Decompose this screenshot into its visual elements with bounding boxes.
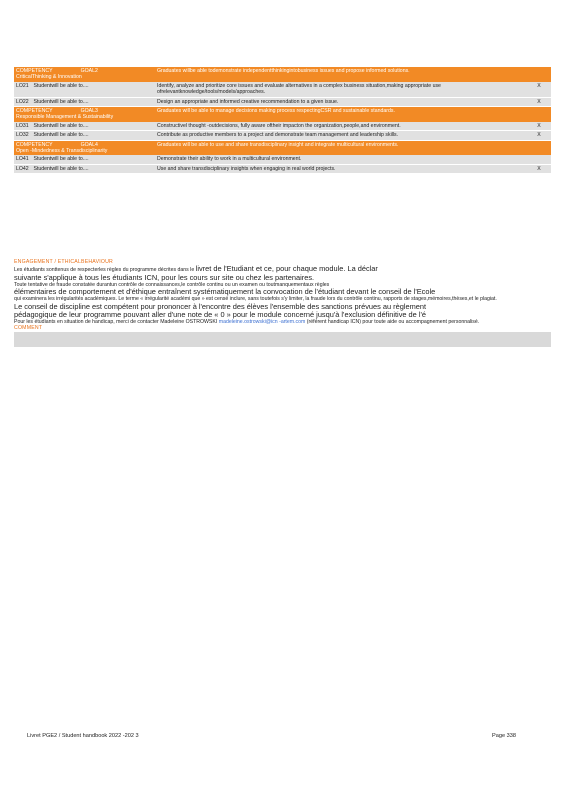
lo-code: LO42	[16, 165, 29, 172]
lo-code: LO31	[16, 122, 29, 129]
competency-label	[14, 107, 155, 122]
engagement-paragraph-2: Toute tentative de fraude constatée durantun contrôle de connaissances,le contrôle continu ou un examen ou toutmanquementaux règles	[14, 282, 330, 289]
learning-outcome-row	[14, 98, 551, 107]
lo-code: LO32	[16, 132, 29, 139]
lo-text: Contribute as productive members to a project and demonstrate team management and leadership skills.	[157, 132, 399, 139]
lo-text: Identify, analyze and prioritize core issues and evaluate alternatives in a complex business situation,making appropriate use ofrelevantknowledge/tools/models/approaches.	[157, 82, 441, 96]
lo-code: LO22	[16, 98, 29, 105]
competency-goal: GOAL3	[80, 108, 98, 115]
learning-outcome-row	[14, 82, 551, 98]
lo-code: LO41	[16, 156, 29, 163]
competency-row-goal3	[14, 107, 551, 122]
competency-key: COMPETENCY	[16, 108, 53, 115]
engagement-paragraph-1: Les étudiants sonttenus de respecterles règles du programme décrites dans le livret de l'Etudiant et ce, pour chaque module. La déclar	[14, 265, 378, 274]
lo-text: Use and share transdisciplinary insights when engaging in real world projects.	[157, 165, 336, 172]
competency-key: COMPETENCY	[16, 68, 53, 74]
engagement-heading: ENGAGEMENT / ETHICALBEHAVIOUR	[14, 259, 113, 265]
competency-description: Graduates will be able to manage decisions making process respectingCSR and sustainable standards.	[157, 108, 395, 115]
competency-table	[14, 67, 551, 174]
lo-mark	[527, 155, 551, 163]
competency-name: Open -Mindedness & Transdisciplinarity	[16, 148, 108, 155]
lo-label: Studentwill be able to....	[33, 156, 89, 163]
competency-goal: GOAL4	[80, 141, 98, 148]
engagement-paragraph-3b: pédagogique de leur programme pouvant aller d'une note de « 0 » pour le module concerné jusqu'à l'exclusion définitive de l'é	[14, 310, 426, 319]
lo-label: Studentwill be able to....	[33, 82, 89, 89]
comment-heading: COMMENT	[14, 325, 43, 332]
lo-mark: X	[537, 98, 541, 105]
competency-description: Graduates will be able to use and share transdisciplinary insight and integrate multicultural environments.	[157, 141, 399, 148]
competency-key: COMPETENCY	[16, 141, 53, 148]
handicap-contact-email[interactable]: madeleine.ostrowski@icn -artem.com	[218, 319, 306, 326]
learning-outcome-row	[14, 155, 551, 164]
learning-outcome-row	[14, 131, 551, 140]
competency-row-goal4	[14, 141, 551, 156]
competency-description: Graduates willbe able todemonstrate independentthinkingintobusiness issues and propose informed solutions.	[157, 68, 410, 74]
lo-mark: X	[537, 165, 541, 172]
engagement-paragraph-1b: suivante s'applique à tous les étudiants ICN, pour les cours sur site ou chez les partenaires.	[14, 272, 315, 282]
lo-text: Constructivel thought -outdecisions, fully aware oftheir impacton the organization,people,and environment.	[157, 122, 401, 129]
lo-label: Studentwill be able to....	[33, 132, 89, 139]
learning-outcome-row	[14, 122, 551, 131]
lo-code: LO21	[16, 82, 29, 89]
engagement-paragraph-2b: qui examinera les irrégularités académiques. Le terme « irrégularité académi que » est censé inclure, sans toutefois s'y limiter, la fraude lors du contrôle continu, rapports de stages,mémoires,thèses,et le plagiat.	[14, 296, 497, 303]
competency-name: CriticalThinking & Innovation	[16, 74, 82, 81]
engagement-paragraph-4: Pour les étudiants en situation de handicap, merci de contacter Madeleine OSTROWSKI madeleine.ostrowski@icn -artem.com (référent handicap ICN) pour toute aide ou accompagnement personnalisé.	[14, 319, 480, 326]
comment-box	[14, 332, 551, 347]
lo-text: Design an appropriate and informed creative recommendation to a given issue.	[157, 98, 339, 105]
competency-label	[14, 67, 155, 82]
lo-mark: X	[537, 132, 541, 139]
lo-text: Demonstrate their ability to work in a multicultural environment.	[157, 156, 302, 163]
lo-mark: X	[537, 122, 541, 129]
competency-row-goal2	[14, 67, 551, 82]
engagement-section	[14, 259, 551, 347]
footer-page-number: Page 338	[492, 733, 516, 739]
competency-label	[14, 141, 155, 156]
engagement-paragraph-3a: Le conseil de discipline est compétent pour prononcer à l'encontre des élèves l'ensemble des sanctions prévues au règlement	[14, 302, 427, 311]
engagement-paragraph-2-emphasis: élémentaires de comportement et d'éthique entraînent systématiquement la convocation de l'étudiant devant le conseil de l'Ecole	[14, 288, 436, 297]
footer-title: Livret PGE2 / Student handbook 2022 -202 3	[27, 733, 139, 739]
lo-label: Studentwill be able to....	[33, 165, 89, 172]
lo-mark: X	[537, 82, 541, 89]
competency-name: Responsible Management & Sustainability	[16, 114, 114, 121]
competency-goal: GOAL2	[80, 68, 98, 74]
lo-label: Studentwill be able to....	[33, 122, 89, 129]
learning-outcome-row	[14, 165, 551, 174]
lo-label: Studentwill be able to....	[33, 98, 89, 105]
